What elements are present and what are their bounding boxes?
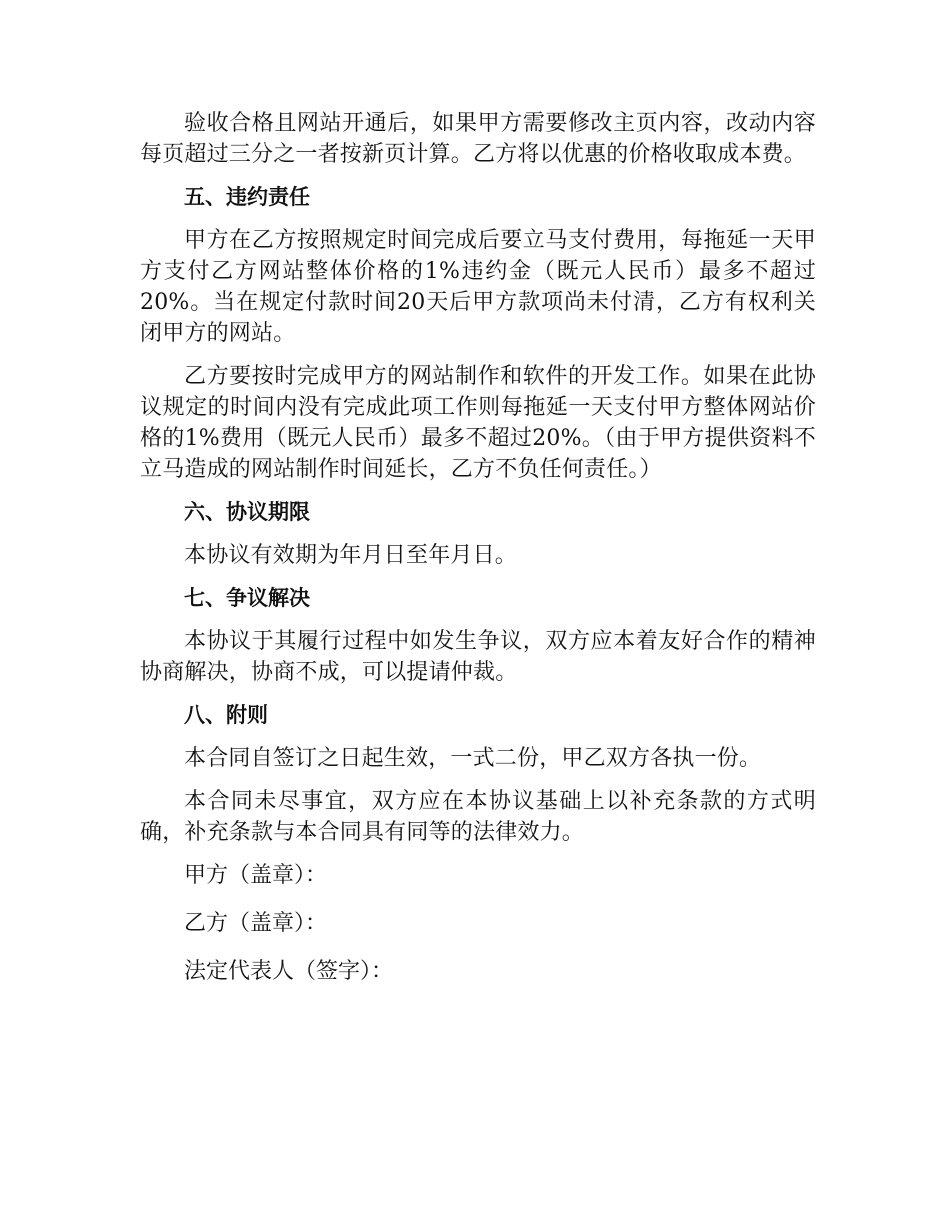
breach-paragraph-party-a: 甲方在乙方按照规定时间完成后要立马支付费用，每拖延一天甲方支付乙方网站整体价格的1%违约金（既元人民币）最多不超过20%。当在规定付款时间20天后甲方款项尚未付清，乙方有权利关闭甲方的网站。: [140, 228, 816, 346]
party-b-seal-line: 乙方（盖章）：: [184, 911, 328, 936]
term-paragraph: 本协议有效期为年月日至年月日。: [184, 543, 518, 568]
section-heading-term: 六、协议期限: [184, 500, 310, 524]
dispute-paragraph: 本协议于其履行过程中如发生争议，双方应本着友好合作的精神协商解决，协商不成，可以提请仲裁。: [140, 629, 816, 685]
section-heading-dispute: 七、争议解决: [184, 586, 310, 610]
section-heading-breach: 五、违约责任: [184, 185, 310, 209]
document-page: [140, 108, 816, 1004]
effective-paragraph: 本合同自签订之日起生效，一式二份，甲乙双方各执一份。: [184, 746, 762, 771]
acceptance-paragraph: 验收合格且网站开通后，如果甲方需要修改主页内容，改动内容每页超过三分之一者按新页计算。乙方将以优惠的价格收取成本费。: [140, 111, 816, 167]
party-a-seal-line: 甲方（盖章）：: [184, 863, 328, 888]
supplementary-terms-paragraph: 本合同未尽事宜，双方应在本协议基础上以补充条款的方式明确，补充条款与本合同具有同等的法律效力。: [140, 789, 816, 845]
section-heading-supplementary: 八、附则: [184, 703, 268, 727]
breach-paragraph-party-b: 乙方要按时完成甲方的网站制作和软件的开发工作。如果在此协议规定的时间内没有完成此项工作则每拖延一天支付甲方整体网站价格的1%费用（既元人民币）最多不超过20%。（由于甲方提供资料不立马造成的网站制作时间延长，乙方不负任何责任。）: [140, 364, 816, 482]
legal-representative-signature-line: 法定代表人（签字）：: [184, 959, 394, 984]
